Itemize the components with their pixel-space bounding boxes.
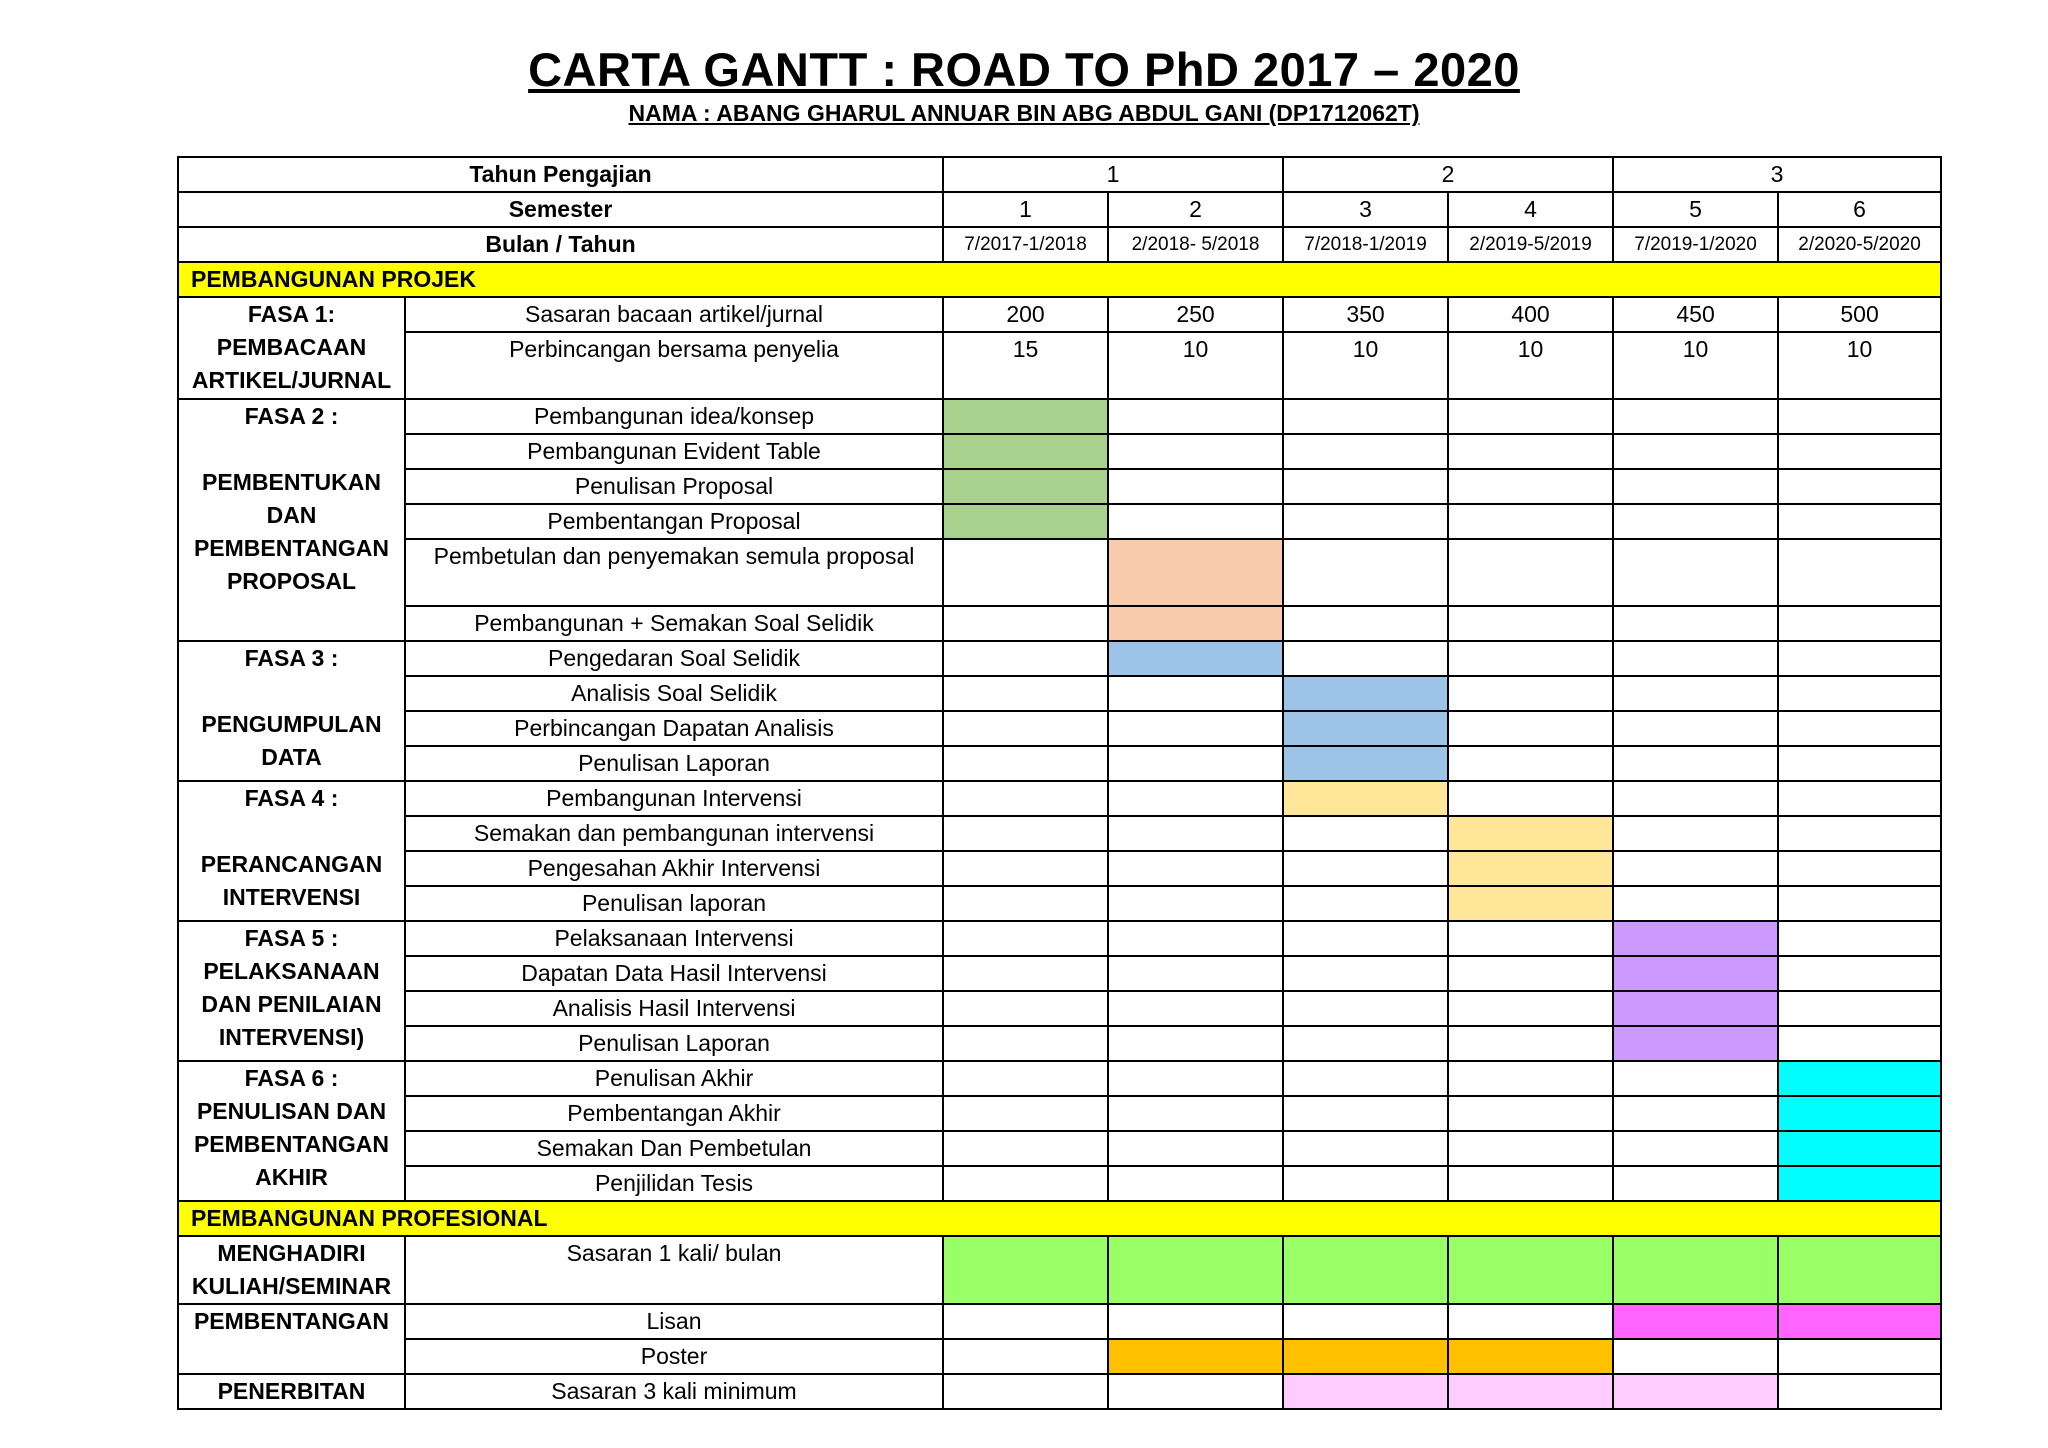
task-cell: Pembentangan Akhir <box>405 1096 943 1131</box>
page-title: CARTA GANTT : ROAD TO PhD 2017 – 2020 <box>528 43 1520 96</box>
gantt-empty-cell <box>1108 1131 1283 1166</box>
gantt-empty-cell <box>1448 539 1613 606</box>
gantt-empty-cell <box>1283 539 1448 606</box>
gantt-bar-cell <box>1283 746 1448 781</box>
gantt-empty-cell <box>943 1166 1108 1201</box>
task-cell: Analisis Hasil Intervensi <box>405 991 943 1026</box>
task-cell: Semakan Dan Pembetulan <box>405 1131 943 1166</box>
task-cell: Penulisan laporan <box>405 886 943 921</box>
task-cell: Pelaksanaan Intervensi <box>405 921 943 956</box>
value-cell: 400 <box>1448 297 1613 332</box>
gantt-empty-cell <box>1448 641 1613 676</box>
gantt-empty-cell <box>943 921 1108 956</box>
semester-2: 2 <box>1108 192 1283 227</box>
gantt-empty-cell <box>1283 1026 1448 1061</box>
fasa2-row <box>178 539 1941 606</box>
task-cell: Semakan dan pembangunan intervensi <box>405 816 943 851</box>
student-name: NAMA : ABANG GHARUL ANNUAR BIN ABG ABDUL GANI (DP1712062T) <box>628 100 1420 126</box>
lisan-row <box>178 1304 1941 1339</box>
fasa6-row <box>178 1131 1941 1166</box>
gantt-empty-cell <box>943 1304 1108 1339</box>
section-profesional: PEMBANGUNAN PROFESIONAL <box>178 1201 1941 1236</box>
task-cell: Lisan <box>405 1304 943 1339</box>
header-row-year <box>178 157 1941 192</box>
gantt-empty-cell <box>1778 399 1941 434</box>
gantt-empty-cell <box>943 816 1108 851</box>
task-cell: Penulisan Akhir <box>405 1061 943 1096</box>
gantt-empty-cell <box>1108 851 1283 886</box>
year-1: 1 <box>943 157 1283 192</box>
gantt-empty-cell <box>1778 956 1941 991</box>
gantt-empty-cell <box>1448 711 1613 746</box>
gantt-empty-cell <box>1283 991 1448 1026</box>
gantt-bar-cell <box>1283 1339 1448 1374</box>
gantt-empty-cell <box>1613 711 1778 746</box>
month-label: Bulan / Tahun <box>178 227 943 262</box>
gantt-bar-cell <box>1778 1131 1941 1166</box>
gantt-empty-cell <box>1448 1026 1613 1061</box>
year-3: 3 <box>1613 157 1941 192</box>
section-row-profesional <box>178 1201 1941 1236</box>
month-1: 7/2017-1/2018 <box>943 227 1108 262</box>
gantt-bar-cell <box>943 399 1108 434</box>
gantt-empty-cell <box>1283 1166 1448 1201</box>
task-cell: Perbincangan bersama penyelia <box>405 332 943 399</box>
gantt-bar-cell <box>1283 1236 1448 1304</box>
gantt-empty-cell <box>1108 1026 1283 1061</box>
penerbitan-label: PENERBITAN <box>178 1374 405 1409</box>
section-projek: PEMBANGUNAN PROJEK <box>178 262 1941 297</box>
gantt-bar-cell <box>1778 1304 1941 1339</box>
gantt-empty-cell <box>1778 434 1941 469</box>
gantt-empty-cell <box>1778 1339 1941 1374</box>
gantt-empty-cell <box>1108 1304 1283 1339</box>
fasa2-row <box>178 606 1941 641</box>
task-cell: Pembangunan Intervensi <box>405 781 943 816</box>
gantt-empty-cell <box>1108 956 1283 991</box>
gantt-empty-cell <box>943 886 1108 921</box>
month-5: 7/2019-1/2020 <box>1613 227 1778 262</box>
task-cell: Analisis Soal Selidik <box>405 676 943 711</box>
gantt-empty-cell <box>1613 539 1778 606</box>
gantt-empty-cell <box>1283 399 1448 434</box>
gantt-empty-cell <box>1778 886 1941 921</box>
gantt-empty-cell <box>1613 781 1778 816</box>
gantt-bar-cell <box>1108 1236 1283 1304</box>
gantt-empty-cell <box>1448 1304 1613 1339</box>
gantt-bar-cell <box>1778 1236 1941 1304</box>
gantt-empty-cell <box>1613 851 1778 886</box>
gantt-empty-cell <box>1448 781 1613 816</box>
fasa4-row <box>178 886 1941 921</box>
fasa2-row <box>178 504 1941 539</box>
gantt-empty-cell <box>1778 469 1941 504</box>
header-row-month <box>178 227 1941 262</box>
gantt-bar-cell <box>1448 886 1613 921</box>
gantt-empty-cell <box>1108 746 1283 781</box>
task-cell: Penjilidan Tesis <box>405 1166 943 1201</box>
penerbitan-row <box>178 1374 1941 1409</box>
gantt-empty-cell <box>943 851 1108 886</box>
gantt-empty-cell <box>943 991 1108 1026</box>
gantt-bar-cell <box>1108 641 1283 676</box>
task-cell: Penulisan Proposal <box>405 469 943 504</box>
semester-1: 1 <box>943 192 1108 227</box>
task-cell: Pembangunan idea/konsep <box>405 399 943 434</box>
gantt-empty-cell <box>943 1026 1108 1061</box>
fasa4-label: FASA 4 : PERANCANGAN INTERVENSI <box>178 781 405 921</box>
gantt-bar-cell <box>1613 1026 1778 1061</box>
fasa5-row <box>178 956 1941 991</box>
gantt-empty-cell <box>1283 606 1448 641</box>
task-cell: Pembentangan Proposal <box>405 504 943 539</box>
gantt-empty-cell <box>943 956 1108 991</box>
task-cell: Dapatan Data Hasil Intervensi <box>405 956 943 991</box>
gantt-empty-cell <box>1448 434 1613 469</box>
seminar-row <box>178 1236 1941 1304</box>
value-cell: 15 <box>943 332 1108 399</box>
task-cell: Sasaran 3 kali minimum <box>405 1374 943 1409</box>
gantt-bar-cell <box>1448 1236 1613 1304</box>
gantt-empty-cell <box>1283 434 1448 469</box>
gantt-empty-cell <box>1613 1166 1778 1201</box>
gantt-empty-cell <box>1778 641 1941 676</box>
value-cell: 200 <box>943 297 1108 332</box>
semester-3: 3 <box>1283 192 1448 227</box>
section-row-projek <box>178 262 1941 297</box>
gantt-empty-cell <box>1283 504 1448 539</box>
fasa2-row <box>178 399 1941 434</box>
month-3: 7/2018-1/2019 <box>1283 227 1448 262</box>
gantt-bar-cell <box>1108 606 1283 641</box>
gantt-empty-cell <box>1108 886 1283 921</box>
gantt-bar-cell <box>1108 1339 1283 1374</box>
fasa6-row <box>178 1096 1941 1131</box>
gantt-empty-cell <box>943 1061 1108 1096</box>
task-cell: Sasaran 1 kali/ bulan <box>405 1236 943 1304</box>
gantt-empty-cell <box>943 746 1108 781</box>
gantt-empty-cell <box>1778 504 1941 539</box>
gantt-empty-cell <box>1613 641 1778 676</box>
gantt-empty-cell <box>1778 921 1941 956</box>
gantt-empty-cell <box>1283 921 1448 956</box>
value-cell: 10 <box>1778 332 1941 399</box>
gantt-empty-cell <box>1613 469 1778 504</box>
gantt-bar-cell <box>1448 1339 1613 1374</box>
gantt-empty-cell <box>1108 1061 1283 1096</box>
gantt-bar-cell <box>1778 1061 1941 1096</box>
gantt-bar-cell <box>1613 991 1778 1026</box>
gantt-empty-cell <box>1108 921 1283 956</box>
gantt-empty-cell <box>1448 399 1613 434</box>
gantt-empty-cell <box>1283 1131 1448 1166</box>
gantt-empty-cell <box>1108 1374 1283 1409</box>
fasa3-row <box>178 746 1941 781</box>
gantt-empty-cell <box>1108 781 1283 816</box>
gantt-empty-cell <box>1108 434 1283 469</box>
gantt-empty-cell <box>1108 816 1283 851</box>
gantt-bar-cell <box>1448 1374 1613 1409</box>
gantt-bar-cell <box>1448 816 1613 851</box>
value-cell: 500 <box>1778 297 1941 332</box>
gantt-empty-cell <box>1778 606 1941 641</box>
fasa3-row <box>178 676 1941 711</box>
semester-6: 6 <box>1778 192 1941 227</box>
fasa1-row <box>178 332 1941 399</box>
year-label: Tahun Pengajian <box>178 157 943 192</box>
fasa4-row <box>178 816 1941 851</box>
gantt-empty-cell <box>1108 399 1283 434</box>
gantt-bar-cell <box>1778 1096 1941 1131</box>
gantt-empty-cell <box>943 676 1108 711</box>
fasa4-row <box>178 851 1941 886</box>
value-cell: 10 <box>1283 332 1448 399</box>
task-cell: Poster <box>405 1339 943 1374</box>
gantt-empty-cell <box>943 1374 1108 1409</box>
gantt-empty-cell <box>1108 504 1283 539</box>
gantt-empty-cell <box>1778 816 1941 851</box>
gantt-empty-cell <box>1778 746 1941 781</box>
gantt-empty-cell <box>943 781 1108 816</box>
poster-row <box>178 1339 1941 1374</box>
month-2: 2/2018- 5/2018 <box>1108 227 1283 262</box>
fasa4-row <box>178 781 1941 816</box>
gantt-bar-cell <box>1613 1236 1778 1304</box>
gantt-empty-cell <box>1778 1374 1941 1409</box>
gantt-empty-cell <box>1613 434 1778 469</box>
gantt-empty-cell <box>1613 676 1778 711</box>
gantt-bar-cell <box>943 1236 1108 1304</box>
fasa1-label: FASA 1: PEMBACAAN ARTIKEL/JURNAL <box>178 297 405 399</box>
gantt-empty-cell <box>943 1339 1108 1374</box>
gantt-empty-cell <box>1778 676 1941 711</box>
task-cell: Penulisan Laporan <box>405 1026 943 1061</box>
year-2: 2 <box>1283 157 1613 192</box>
gantt-empty-cell <box>1448 991 1613 1026</box>
gantt-bar-cell <box>1778 1166 1941 1201</box>
gantt-empty-cell <box>943 606 1108 641</box>
gantt-empty-cell <box>1613 504 1778 539</box>
gantt-bar-cell <box>1283 676 1448 711</box>
pembentangan-label: PEMBENTANGAN <box>178 1304 405 1374</box>
gantt-empty-cell <box>1283 851 1448 886</box>
gantt-bar-cell <box>1613 1374 1778 1409</box>
gantt-bar-cell <box>1283 711 1448 746</box>
gantt-empty-cell <box>1448 1166 1613 1201</box>
gantt-empty-cell <box>1613 816 1778 851</box>
fasa3-row <box>178 711 1941 746</box>
task-cell: Pengesahan Akhir Intervensi <box>405 851 943 886</box>
fasa6-row <box>178 1166 1941 1201</box>
task-cell: Pengedaran Soal Selidik <box>405 641 943 676</box>
gantt-empty-cell <box>1613 886 1778 921</box>
gantt-empty-cell <box>1613 606 1778 641</box>
gantt-empty-cell <box>1108 991 1283 1026</box>
gantt-empty-cell <box>1778 539 1941 606</box>
gantt-empty-cell <box>1108 1166 1283 1201</box>
gantt-empty-cell <box>1283 886 1448 921</box>
gantt-empty-cell <box>1283 1061 1448 1096</box>
fasa5-label: FASA 5 : PELAKSANAAN DAN PENILAIAN INTERVENSI) <box>178 921 405 1061</box>
gantt-empty-cell <box>1283 956 1448 991</box>
gantt-empty-cell <box>943 539 1108 606</box>
fasa6-label: FASA 6 : PENULISAN DAN PEMBENTANGAN AKHIR <box>178 1061 405 1201</box>
value-cell: 10 <box>1108 332 1283 399</box>
gantt-empty-cell <box>943 711 1108 746</box>
gantt-empty-cell <box>1108 1096 1283 1131</box>
task-cell: Perbincangan Dapatan Analisis <box>405 711 943 746</box>
semester-label: Semester <box>178 192 943 227</box>
gantt-empty-cell <box>1283 816 1448 851</box>
gantt-bar-cell <box>1283 781 1448 816</box>
gantt-empty-cell <box>1613 746 1778 781</box>
gantt-empty-cell <box>943 1131 1108 1166</box>
gantt-empty-cell <box>1448 921 1613 956</box>
gantt-empty-cell <box>1448 606 1613 641</box>
value-cell: 10 <box>1448 332 1613 399</box>
gantt-empty-cell <box>1613 1096 1778 1131</box>
gantt-empty-cell <box>1448 469 1613 504</box>
gantt-empty-cell <box>1448 956 1613 991</box>
gantt-empty-cell <box>1108 469 1283 504</box>
gantt-empty-cell <box>1448 676 1613 711</box>
gantt-empty-cell <box>1613 1339 1778 1374</box>
gantt-bar-cell <box>1108 539 1283 606</box>
seminar-label: MENGHADIRI KULIAH/SEMINAR <box>178 1236 405 1304</box>
gantt-empty-cell <box>1283 1304 1448 1339</box>
gantt-empty-cell <box>1613 1061 1778 1096</box>
task-cell: Penulisan Laporan <box>405 746 943 781</box>
task-cell: Pembangunan Evident Table <box>405 434 943 469</box>
gantt-empty-cell <box>1448 746 1613 781</box>
gantt-empty-cell <box>1448 1096 1613 1131</box>
month-6: 2/2020-5/2020 <box>1778 227 1941 262</box>
gantt-empty-cell <box>1778 991 1941 1026</box>
gantt-bar-cell <box>1283 1374 1448 1409</box>
fasa5-row <box>178 921 1941 956</box>
gantt-empty-cell <box>1448 504 1613 539</box>
semester-4: 4 <box>1448 192 1613 227</box>
gantt-empty-cell <box>1283 641 1448 676</box>
gantt-empty-cell <box>1108 711 1283 746</box>
fasa1-row <box>178 297 1941 332</box>
gantt-empty-cell <box>1283 469 1448 504</box>
month-4: 2/2019-5/2019 <box>1448 227 1613 262</box>
fasa3-label: FASA 3 : PENGUMPULAN DATA <box>178 641 405 781</box>
task-cell: Pembangunan + Semakan Soal Selidik <box>405 606 943 641</box>
gantt-empty-cell <box>1448 1061 1613 1096</box>
gantt-empty-cell <box>943 1096 1108 1131</box>
fasa5-row <box>178 991 1941 1026</box>
gantt-bar-cell <box>1613 1304 1778 1339</box>
gantt-empty-cell <box>1778 711 1941 746</box>
value-cell: 350 <box>1283 297 1448 332</box>
gantt-bar-cell <box>943 469 1108 504</box>
fasa2-label: FASA 2 : PEMBENTUKAN DAN PEMBENTANGAN PROPOSAL <box>178 399 405 641</box>
gantt-empty-cell <box>1778 1026 1941 1061</box>
fasa2-row <box>178 434 1941 469</box>
header-row-semester <box>178 192 1941 227</box>
gantt-empty-cell <box>1778 851 1941 886</box>
fasa5-row <box>178 1026 1941 1061</box>
fasa3-row <box>178 641 1941 676</box>
value-cell: 450 <box>1613 297 1778 332</box>
gantt-table <box>177 156 1942 1410</box>
value-cell: 250 <box>1108 297 1283 332</box>
gantt-empty-cell <box>1613 399 1778 434</box>
value-cell: 10 <box>1613 332 1778 399</box>
gantt-empty-cell <box>1613 1131 1778 1166</box>
task-cell: Pembetulan dan penyemakan semula proposal <box>405 539 943 606</box>
gantt-bar-cell <box>1613 921 1778 956</box>
gantt-bar-cell <box>1448 851 1613 886</box>
gantt-bar-cell <box>943 434 1108 469</box>
semester-5: 5 <box>1613 192 1778 227</box>
fasa6-row <box>178 1061 1941 1096</box>
gantt-empty-cell <box>943 641 1108 676</box>
gantt-bar-cell <box>943 504 1108 539</box>
gantt-empty-cell <box>1283 1096 1448 1131</box>
gantt-empty-cell <box>1108 676 1283 711</box>
gantt-empty-cell <box>1778 781 1941 816</box>
fasa2-row <box>178 469 1941 504</box>
task-cell: Sasaran bacaan artikel/jurnal <box>405 297 943 332</box>
gantt-empty-cell <box>1448 1131 1613 1166</box>
gantt-bar-cell <box>1613 956 1778 991</box>
